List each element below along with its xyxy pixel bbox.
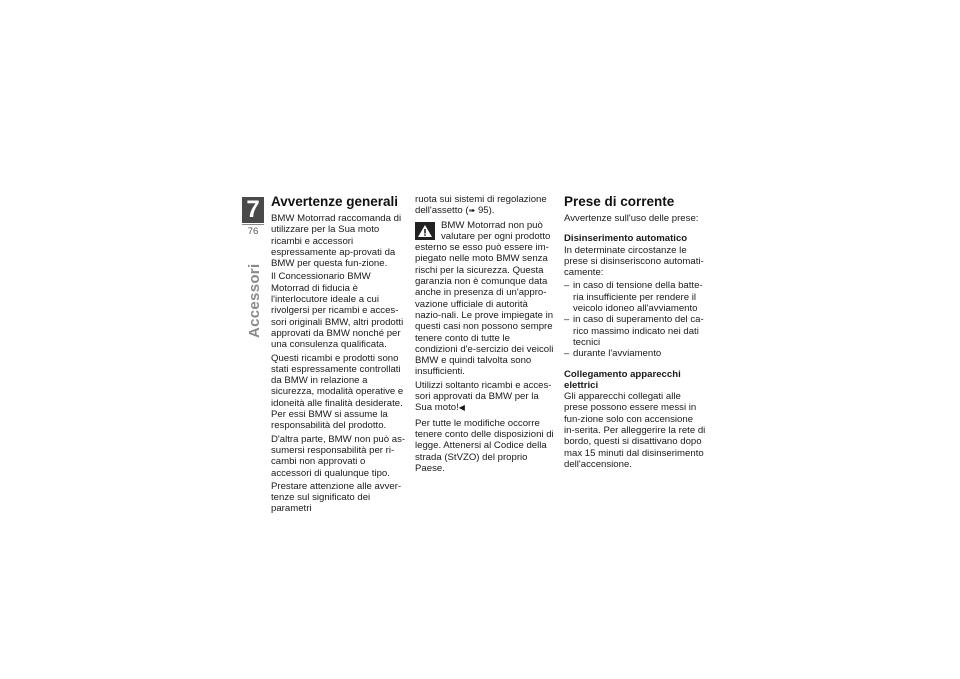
paragraph-closing: Per tutte le modifiche occorre tenere conto delle disposizioni di legge. Attenersi al Codice della strada (StVZO) del proprio Paese. (415, 417, 554, 474)
paragraph: Gli apparecchi collegati alle prese possono essere messi in fun-zione solo con accensione in-serita. Per alleggerire la rete di bordo, questi si disattivano dopo max 15 minuti dal disinserimento dell'accensione. (564, 391, 706, 470)
paragraph: Prestare attenzione alle avver-tenze sul significato dei parametri (271, 480, 402, 515)
warning-text: BMW Motorrad non può valutare per ogni prodotto esterno se esso può essere im-piegato nelle moto BMW senza rischi per la sicurezza. Questa garanzia non è comunque data anche in presenza di un'appro-vazione ufficiale di autorità nazio-nali. Le prove impiegate in questi casi non possono sempre tenere conto di tutte le condizioni d'e-sercizio dei veicoli BMW e quindi talvolta sono insufficienti. (415, 219, 554, 378)
column-continued (415, 194, 555, 476)
paragraph: Il Concessionario BMW Motorrad di fiducia è l'interlocutore ideale a cui rivolgersi per ricambi e acces-sori originali BMW, altri prodotti approvati da BMW nonché per una consulenza qualificata. (271, 271, 404, 351)
page-reference-link[interactable]: 95 (477, 205, 489, 217)
section-title-sockets: Prese di corrente (564, 194, 675, 209)
paragraph: Questi ricambi e prodotti sono stati espressamente controllati da BMW in relazione a sicurezza, modalità operative e idoneità alle finalità desiderate. Per essi BMW si assume la responsabilità del prodotto. (271, 352, 404, 432)
paragraph: BMW Motorrad raccomanda di utilizzare per la Sua moto ricambi e accessori espressamente ap-provati da BMW per questa fun-zione. (271, 213, 402, 270)
warning-text-2 (415, 380, 555, 414)
column-general-notes (271, 194, 408, 517)
list-item: – durante l'avviamento (564, 348, 706, 359)
warning-triangle-icon (415, 222, 435, 240)
chapter-label: Accessori (246, 263, 263, 338)
subheading-connecting-devices: Collegamento apparecchi elettrici (564, 368, 681, 391)
section-title-general: Avvertenze generali (271, 194, 399, 209)
warning-block (415, 220, 555, 414)
paragraph: D'altra parte, BMW non può as-sumersi responsabilità per ri-cambi non approvati o accessori di qualunque tipo. (271, 433, 406, 479)
list-item: – in caso di superamento del ca-rico massimo indicato nei dati tecnici (564, 314, 706, 348)
paragraph-continued: ruota sui sistemi di regolazione dell'assetto (➠ 95). (415, 194, 547, 217)
conditions-list (564, 280, 706, 359)
end-mark-icon: ◀ (458, 403, 465, 413)
list-item: – in caso di tensione della batte-ria insufficiente per rendere il veicolo idoneo all'avviamento (564, 280, 706, 314)
chapter-number: 7 (242, 197, 264, 223)
page-number: 76 (242, 224, 264, 237)
chapter-tab (242, 197, 264, 237)
continued-text: ruota sui sistemi di regolazione dell'assetto (415, 194, 547, 217)
subheading-auto-off: Disinserimento automatico (564, 233, 688, 245)
paragraph-intro: Avvertenze sull'uso delle prese: (564, 213, 699, 224)
column-power-sockets (564, 194, 706, 472)
page-reference-arrow-icon: ➠ (468, 206, 476, 216)
paragraph: In determinate circostanze le prese si disinseriscono automati-camente: (564, 244, 704, 279)
warning-emphasis: Utilizzi soltanto ricambi e acces-sori approvati da BMW per la Sua moto! (415, 379, 552, 414)
